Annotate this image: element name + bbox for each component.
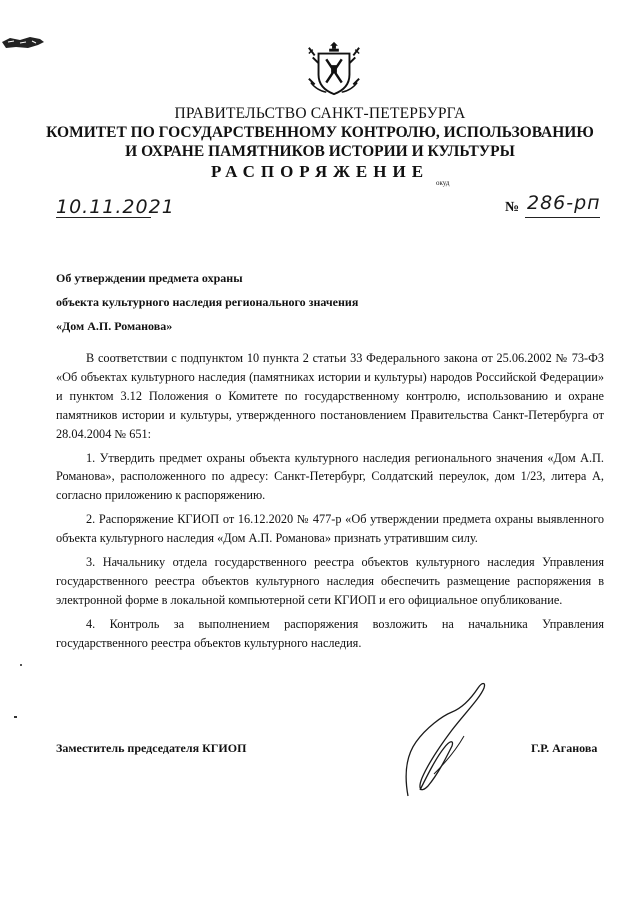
document-type: РАСПОРЯЖЕНИЕ <box>210 162 430 181</box>
subject-line-2: объекта культурного наследия регионального значения <box>56 295 359 309</box>
coat-of-arms-emblem <box>305 40 363 98</box>
scan-mark <box>0 36 46 50</box>
document-body <box>56 349 604 653</box>
document-number: 286-рп <box>527 192 601 214</box>
signatory-name: Г.Р. Аганова <box>531 741 598 755</box>
date-underline <box>56 217 151 218</box>
number-underline <box>525 217 600 218</box>
document-date: 10.11.2021 <box>56 196 175 218</box>
scan-speck <box>14 716 17 718</box>
item-1-paragraph: 1. Утвердить предмет охраны объекта культурного наследия регионального значения «Дом А.П. Романова», расположенного по адресу: Санкт-Петербург, Солдатский переулок, дом 1/23, литера А, согласно приложению к распоряжению. <box>56 450 604 503</box>
signatory-position: Заместитель председателя КГИОП <box>56 741 247 755</box>
okud-label: окуд <box>436 179 450 187</box>
committee-name-line-2: И ОХРАНЕ ПАМЯТНИКОВ ИСТОРИИ И КУЛЬТУРЫ <box>125 143 515 160</box>
committee-name-line-1: КОМИТЕТ ПО ГОСУДАРСТВЕННОМУ КОНТРОЛЮ, ИСПОЛЬЗОВАНИЮ <box>46 124 594 141</box>
government-title: ПРАВИТЕЛЬСТВО САНКТ-ПЕТЕРБУРГА <box>174 105 466 122</box>
subject-line-1: Об утверждении предмета охраны <box>56 271 243 285</box>
handwritten-signature <box>390 678 500 798</box>
item-3-paragraph: 3. Начальнику отдела государственного реестра объектов культурного наследия Управления государственного реестра объектов культурного наследия обеспечить размещение распоряжения в электронной форме в локальной компьютерной сети КГИОП и его официальное опубликование. <box>56 555 604 607</box>
subject-line-3: «Дом А.П. Романова» <box>56 319 173 333</box>
scan-speck <box>20 664 22 666</box>
item-2-paragraph: 2. Распоряжение КГИОП от 16.12.2020 № 477-р «Об утверждении предмета охраны выявленного объекта культурного наследия «Дом А.П. Романова» признать утратившим силу. <box>56 512 604 546</box>
preamble-paragraph: В соответствии с подпунктом 10 пункта 2 статьи 33 Федерального закона от 25.06.2002 № 73-ФЗ «Об объектах культурного наследия (памятниках истории и культуры) народов Российской Федерации» и пунктом 3.12 Положения о Комитете по государственному контролю, использованию и охране памятников истории и культуры, утвержденного постановлением Правительства Санкт-Петербурга от 28.04.2004 № 651: <box>56 351 604 441</box>
item-4-paragraph: 4. Контроль за выполнением распоряжения возложить на начальника Управления государственного реестра объектов культурного наследия. <box>56 616 604 650</box>
committee-name <box>0 123 640 161</box>
number-label: № <box>505 200 520 215</box>
